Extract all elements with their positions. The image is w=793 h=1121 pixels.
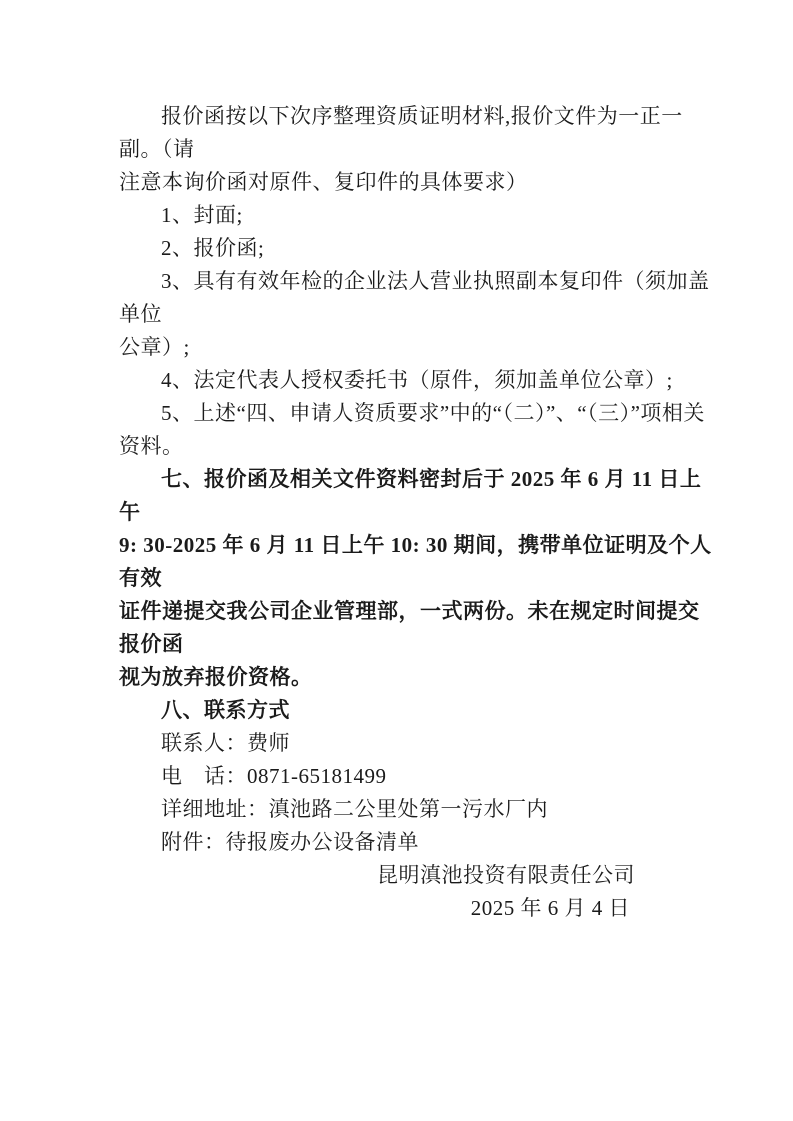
list-item-5-line-1: 5、上述“四、申请人资质要求”中的“（二）”、“（三）”项相关 xyxy=(161,401,705,425)
attachment-line: 附件：待报废办公设备清单 xyxy=(161,830,419,854)
contact-address-line: 详细地址：滇池路二公里处第一污水厂内 xyxy=(161,797,548,821)
list-item-5-line-2: 资料。 xyxy=(119,434,184,458)
section7-line-4: 视为放弃报价资格。 xyxy=(119,665,313,689)
contact-phone-line: 电 话：0871-65181499 xyxy=(161,764,387,788)
list-item-3-line-1: 3、具有有效年检的企业法人营业执照副本复印件（须加盖单位 xyxy=(119,269,710,326)
list-item-2: 2、报价函; xyxy=(161,236,265,260)
signature-date: 2025 年 6 月 4 日 xyxy=(470,896,630,920)
intro-line-1: 报价函按以下次序整理资质证明材料,报价文件为一正一副。（请 xyxy=(119,104,683,161)
signature-company: 昆明滇池投资有限责任公司 xyxy=(377,863,635,887)
section7-line-3: 证件递提交我公司企业管理部，一式两份。未在规定时间提交报价函 xyxy=(119,599,700,656)
contact-person-line: 联系人：费师 xyxy=(161,731,290,755)
list-item-1: 1、封面; xyxy=(161,203,243,227)
section7-line-1: 七、报价函及相关文件资料密封后于 2025 年 6 月 11 日上午 xyxy=(119,467,702,524)
list-item-3-line-2: 公章）; xyxy=(119,335,190,359)
intro-line-2: 注意本询价函对原件、复印件的具体要求） xyxy=(119,170,528,194)
list-item-4: 4、法定代表人授权委托书（原件，须加盖单位公章）; xyxy=(161,368,673,392)
section8-heading: 八、联系方式 xyxy=(161,698,290,722)
section7-line-2: 9: 30-2025 年 6 月 11 日上午 10: 30 期间，携带单位证明及个人有效 xyxy=(119,533,712,590)
